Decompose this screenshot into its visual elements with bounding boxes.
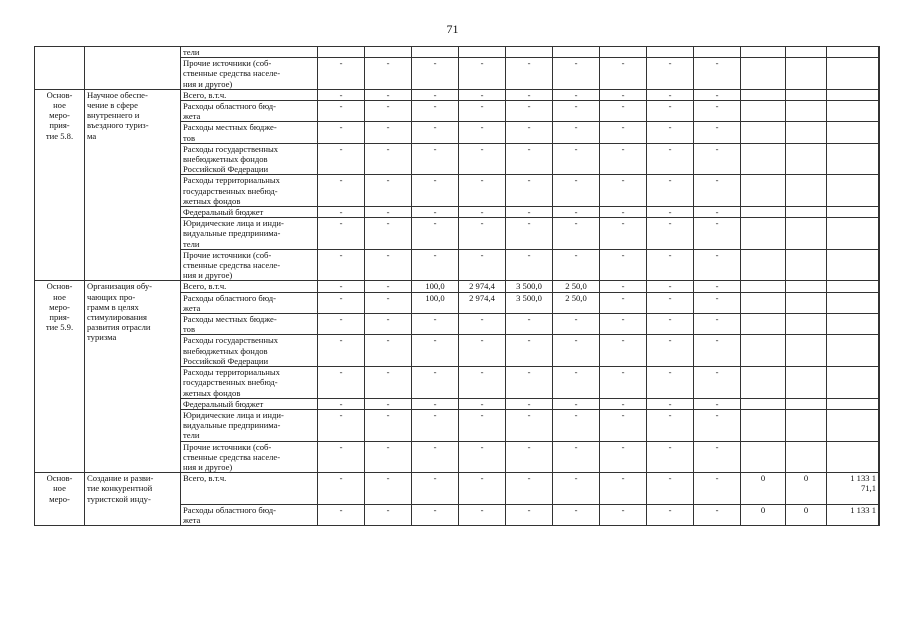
source-cell: Расходы местных бюдже- тов: [181, 314, 318, 335]
value-cell: -: [600, 122, 647, 143]
value-cell: -: [694, 314, 741, 335]
value-cell: [786, 101, 827, 122]
value-cell: [786, 249, 827, 281]
value-cell: -: [412, 218, 459, 250]
value-cell: -: [553, 143, 600, 175]
value-cell: [741, 101, 786, 122]
page-number: 71: [446, 22, 459, 36]
value-cell: -: [318, 218, 365, 250]
value-cell: -: [647, 122, 694, 143]
value-cell: -: [647, 367, 694, 399]
value-cell: -: [694, 207, 741, 218]
value-cell: [786, 58, 827, 90]
source-cell: Расходы территориальных государственных внебюд- жетных фондов: [181, 367, 318, 399]
value-cell: [786, 218, 827, 250]
value-cell: -: [600, 175, 647, 207]
value-cell: -: [553, 218, 600, 250]
value-cell: -: [459, 367, 506, 399]
value-cell: [365, 47, 412, 58]
value-cell: -: [318, 207, 365, 218]
value-cell: -: [459, 122, 506, 143]
value-cell: [786, 314, 827, 335]
value-cell: -: [412, 122, 459, 143]
value-cell: -: [365, 367, 412, 399]
value-cell: [600, 47, 647, 58]
value-cell: [879, 175, 880, 207]
value-cell: -: [647, 89, 694, 100]
event-name-cell: Организация обу- чающих про- грамм в целях стимулирования развития отрасли туризма: [85, 281, 181, 473]
value-cell: -: [600, 473, 647, 505]
value-cell: -: [506, 367, 553, 399]
value-cell: [879, 398, 880, 409]
value-cell: 3 500,0: [506, 281, 553, 292]
value-cell: [741, 207, 786, 218]
value-cell: [879, 207, 880, 218]
value-cell: -: [506, 122, 553, 143]
event-id-cell: Основ- ное меро-: [35, 473, 85, 526]
value-cell: [786, 441, 827, 473]
value-cell: -: [647, 58, 694, 90]
value-cell: -: [647, 441, 694, 473]
value-cell: [786, 281, 827, 292]
event-id-cell: Основ- ное меро- прия- тие 5.9.: [35, 281, 85, 473]
value-cell: -: [553, 314, 600, 335]
value-cell: [741, 441, 786, 473]
source-cell: Всего, в.т.ч.: [181, 89, 318, 100]
value-cell: -: [506, 218, 553, 250]
value-cell: -: [459, 473, 506, 505]
value-cell: [827, 143, 879, 175]
value-cell: -: [647, 335, 694, 367]
budget-table-body: [35, 47, 880, 526]
value-cell: [827, 398, 879, 409]
value-cell: 0: [786, 473, 827, 505]
value-cell: -: [365, 409, 412, 441]
value-cell: [786, 292, 827, 313]
value-cell: 1 133 1: [827, 504, 879, 525]
source-cell: Юридические лица и инди- видуальные предпринима- тели: [181, 409, 318, 441]
value-cell: [879, 249, 880, 281]
value-cell: -: [553, 58, 600, 90]
value-cell: [879, 335, 880, 367]
value-cell: -: [600, 101, 647, 122]
value-cell: [879, 58, 880, 90]
value-cell: [827, 101, 879, 122]
value-cell: -: [694, 89, 741, 100]
value-cell: -: [694, 398, 741, 409]
value-cell: [879, 473, 880, 505]
value-cell: -: [412, 314, 459, 335]
value-cell: -: [694, 409, 741, 441]
value-cell: [786, 398, 827, 409]
source-cell: Расходы областного бюд- жета: [181, 101, 318, 122]
value-cell: [827, 122, 879, 143]
value-cell: -: [694, 292, 741, 313]
value-cell: -: [694, 101, 741, 122]
value-cell: -: [459, 314, 506, 335]
value-cell: [741, 122, 786, 143]
value-cell: 2 974,4: [459, 281, 506, 292]
value-cell: -: [365, 473, 412, 505]
value-cell: -: [365, 314, 412, 335]
value-cell: -: [459, 218, 506, 250]
value-cell: -: [553, 101, 600, 122]
value-cell: [786, 143, 827, 175]
budget-table: [34, 46, 880, 526]
value-cell: -: [694, 218, 741, 250]
value-cell: -: [318, 504, 365, 525]
value-cell: [827, 47, 879, 58]
value-cell: -: [600, 367, 647, 399]
value-cell: -: [600, 207, 647, 218]
value-cell: -: [647, 249, 694, 281]
value-cell: -: [647, 143, 694, 175]
value-cell: [741, 335, 786, 367]
value-cell: -: [600, 89, 647, 100]
source-cell: Расходы областного бюд- жета: [181, 292, 318, 313]
value-cell: -: [506, 473, 553, 505]
value-cell: -: [318, 398, 365, 409]
value-cell: [827, 249, 879, 281]
value-cell: [506, 47, 553, 58]
value-cell: -: [318, 58, 365, 90]
value-cell: [879, 281, 880, 292]
value-cell: [827, 314, 879, 335]
value-cell: -: [694, 143, 741, 175]
value-cell: -: [647, 101, 694, 122]
value-cell: [786, 207, 827, 218]
value-cell: 0: [741, 504, 786, 525]
value-cell: [786, 122, 827, 143]
value-cell: [741, 409, 786, 441]
value-cell: -: [553, 473, 600, 505]
value-cell: [827, 281, 879, 292]
value-cell: -: [459, 175, 506, 207]
value-cell: -: [412, 504, 459, 525]
value-cell: [827, 367, 879, 399]
value-cell: -: [506, 335, 553, 367]
value-cell: -: [553, 249, 600, 281]
value-cell: -: [365, 58, 412, 90]
value-cell: -: [365, 207, 412, 218]
value-cell: -: [694, 504, 741, 525]
value-cell: [879, 367, 880, 399]
value-cell: -: [553, 398, 600, 409]
value-cell: -: [365, 122, 412, 143]
value-cell: -: [553, 441, 600, 473]
value-cell: [741, 281, 786, 292]
value-cell: -: [365, 441, 412, 473]
source-cell: Расходы областного бюд- жета: [181, 504, 318, 525]
value-cell: -: [412, 58, 459, 90]
value-cell: -: [412, 473, 459, 505]
value-cell: [879, 122, 880, 143]
value-cell: -: [318, 143, 365, 175]
value-cell: [827, 441, 879, 473]
value-cell: 2 50,0: [553, 281, 600, 292]
value-cell: -: [553, 207, 600, 218]
value-cell: -: [318, 409, 365, 441]
value-cell: [741, 367, 786, 399]
value-cell: [741, 292, 786, 313]
value-cell: -: [694, 281, 741, 292]
value-cell: [412, 47, 459, 58]
value-cell: [786, 409, 827, 441]
value-cell: -: [600, 335, 647, 367]
value-cell: -: [506, 398, 553, 409]
value-cell: -: [318, 335, 365, 367]
value-cell: -: [412, 143, 459, 175]
value-cell: -: [365, 175, 412, 207]
value-cell: 2 50,0: [553, 292, 600, 313]
value-cell: -: [553, 367, 600, 399]
value-cell: [741, 58, 786, 90]
value-cell: [879, 143, 880, 175]
value-cell: [741, 314, 786, 335]
value-cell: -: [412, 398, 459, 409]
event-id-cell: Основ- ное меро- прия- тие 5.8.: [35, 89, 85, 281]
value-cell: -: [600, 281, 647, 292]
value-cell: -: [459, 504, 506, 525]
value-cell: -: [318, 122, 365, 143]
value-cell: -: [459, 335, 506, 367]
value-cell: -: [506, 504, 553, 525]
value-cell: -: [459, 409, 506, 441]
value-cell: [827, 292, 879, 313]
value-cell: -: [694, 473, 741, 505]
value-cell: -: [506, 89, 553, 100]
value-cell: [879, 101, 880, 122]
value-cell: -: [694, 441, 741, 473]
value-cell: [879, 409, 880, 441]
value-cell: -: [459, 58, 506, 90]
value-cell: -: [412, 335, 459, 367]
event-id-cell: [35, 47, 85, 90]
value-cell: -: [318, 281, 365, 292]
value-cell: [318, 47, 365, 58]
value-cell: [741, 398, 786, 409]
value-cell: [459, 47, 506, 58]
source-cell: Расходы местных бюдже- тов: [181, 122, 318, 143]
value-cell: [879, 314, 880, 335]
value-cell: -: [553, 89, 600, 100]
value-cell: 3 500,0: [506, 292, 553, 313]
value-cell: -: [318, 292, 365, 313]
value-cell: 0: [741, 473, 786, 505]
value-cell: -: [600, 398, 647, 409]
value-cell: -: [506, 143, 553, 175]
value-cell: [694, 47, 741, 58]
value-cell: 2 974,4: [459, 292, 506, 313]
value-cell: -: [600, 218, 647, 250]
value-cell: -: [459, 143, 506, 175]
value-cell: -: [506, 249, 553, 281]
value-cell: -: [647, 281, 694, 292]
value-cell: [827, 58, 879, 90]
value-cell: -: [506, 207, 553, 218]
source-cell: Расходы государственных внебюджетных фондов Российской Федерации: [181, 143, 318, 175]
table-row: [35, 281, 880, 292]
value-cell: -: [600, 143, 647, 175]
value-cell: -: [365, 218, 412, 250]
value-cell: -: [365, 292, 412, 313]
value-cell: -: [506, 409, 553, 441]
value-cell: -: [412, 207, 459, 218]
value-cell: -: [506, 314, 553, 335]
value-cell: [827, 335, 879, 367]
value-cell: -: [459, 441, 506, 473]
value-cell: -: [365, 335, 412, 367]
value-cell: -: [553, 335, 600, 367]
value-cell: -: [553, 175, 600, 207]
value-cell: -: [694, 249, 741, 281]
source-cell: Федеральный бюджет: [181, 207, 318, 218]
value-cell: -: [600, 504, 647, 525]
value-cell: -: [318, 314, 365, 335]
event-name-cell: Создание и разви- тие конкурентной туристской инду-: [85, 473, 181, 526]
value-cell: -: [694, 367, 741, 399]
value-cell: -: [318, 473, 365, 505]
value-cell: -: [459, 398, 506, 409]
value-cell: -: [647, 207, 694, 218]
value-cell: -: [412, 249, 459, 281]
value-cell: -: [553, 504, 600, 525]
value-cell: -: [694, 122, 741, 143]
value-cell: -: [647, 398, 694, 409]
value-cell: -: [412, 441, 459, 473]
value-cell: [741, 89, 786, 100]
value-cell: [786, 367, 827, 399]
value-cell: -: [600, 292, 647, 313]
source-cell: Всего, в.т.ч.: [181, 281, 318, 292]
value-cell: -: [365, 398, 412, 409]
value-cell: -: [600, 249, 647, 281]
value-cell: -: [365, 249, 412, 281]
value-cell: [553, 47, 600, 58]
event-name-cell: [85, 47, 181, 90]
value-cell: -: [647, 473, 694, 505]
value-cell: [879, 47, 880, 58]
source-cell: Расходы территориальных государственных внебюд- жетных фондов: [181, 175, 318, 207]
source-cell: Прочие источники (соб- ственные средства населе- ния и другое): [181, 58, 318, 90]
value-cell: -: [506, 441, 553, 473]
value-cell: -: [694, 335, 741, 367]
value-cell: -: [459, 101, 506, 122]
value-cell: -: [412, 367, 459, 399]
value-cell: -: [365, 281, 412, 292]
value-cell: [827, 175, 879, 207]
value-cell: [879, 89, 880, 100]
value-cell: [741, 47, 786, 58]
value-cell: [786, 175, 827, 207]
value-cell: -: [412, 89, 459, 100]
value-cell: -: [318, 89, 365, 100]
table-row: [35, 89, 880, 100]
value-cell: [879, 441, 880, 473]
source-cell: Федеральный бюджет: [181, 398, 318, 409]
value-cell: [786, 335, 827, 367]
value-cell: [741, 143, 786, 175]
value-cell: -: [365, 143, 412, 175]
value-cell: -: [553, 409, 600, 441]
value-cell: -: [506, 58, 553, 90]
value-cell: [827, 218, 879, 250]
value-cell: -: [506, 175, 553, 207]
source-cell: Прочие источники (соб- ственные средства населе- ния и другое): [181, 249, 318, 281]
value-cell: -: [412, 101, 459, 122]
value-cell: -: [600, 314, 647, 335]
value-cell: -: [318, 101, 365, 122]
value-cell: [879, 218, 880, 250]
value-cell: -: [647, 218, 694, 250]
value-cell: -: [694, 58, 741, 90]
value-cell: -: [318, 367, 365, 399]
value-cell: 1 133 1 71,1: [827, 473, 879, 505]
value-cell: [786, 47, 827, 58]
value-cell: -: [694, 175, 741, 207]
value-cell: 0: [786, 504, 827, 525]
value-cell: -: [506, 101, 553, 122]
value-cell: [879, 292, 880, 313]
value-cell: [879, 504, 880, 525]
value-cell: [741, 218, 786, 250]
value-cell: -: [318, 249, 365, 281]
value-cell: -: [365, 89, 412, 100]
source-cell: Расходы государственных внебюджетных фондов Российской Федерации: [181, 335, 318, 367]
value-cell: -: [647, 292, 694, 313]
value-cell: -: [365, 504, 412, 525]
value-cell: -: [412, 175, 459, 207]
table-row: [35, 473, 880, 505]
value-cell: -: [647, 175, 694, 207]
value-cell: [786, 89, 827, 100]
value-cell: [827, 207, 879, 218]
value-cell: -: [459, 207, 506, 218]
value-cell: -: [459, 89, 506, 100]
source-cell: Прочие источники (соб- ственные средства населе- ния и другое): [181, 441, 318, 473]
value-cell: -: [412, 409, 459, 441]
value-cell: [827, 89, 879, 100]
value-cell: 100,0: [412, 292, 459, 313]
value-cell: -: [318, 175, 365, 207]
value-cell: -: [365, 101, 412, 122]
source-cell: Юридические лица и инди- видуальные предпринима- тели: [181, 218, 318, 250]
table-row: [35, 47, 880, 58]
value-cell: -: [318, 441, 365, 473]
event-name-cell: Научное обеспе- чение в сфере внутреннего и въездного туриз- ма: [85, 89, 181, 281]
value-cell: -: [459, 249, 506, 281]
value-cell: [827, 409, 879, 441]
value-cell: -: [647, 504, 694, 525]
source-cell: тели: [181, 47, 318, 58]
value-cell: -: [600, 58, 647, 90]
value-cell: 100,0: [412, 281, 459, 292]
value-cell: -: [600, 441, 647, 473]
value-cell: [647, 47, 694, 58]
value-cell: -: [647, 314, 694, 335]
source-cell: Всего, в.т.ч.: [181, 473, 318, 505]
value-cell: [741, 249, 786, 281]
value-cell: -: [553, 122, 600, 143]
value-cell: [741, 175, 786, 207]
value-cell: -: [600, 409, 647, 441]
value-cell: -: [647, 409, 694, 441]
